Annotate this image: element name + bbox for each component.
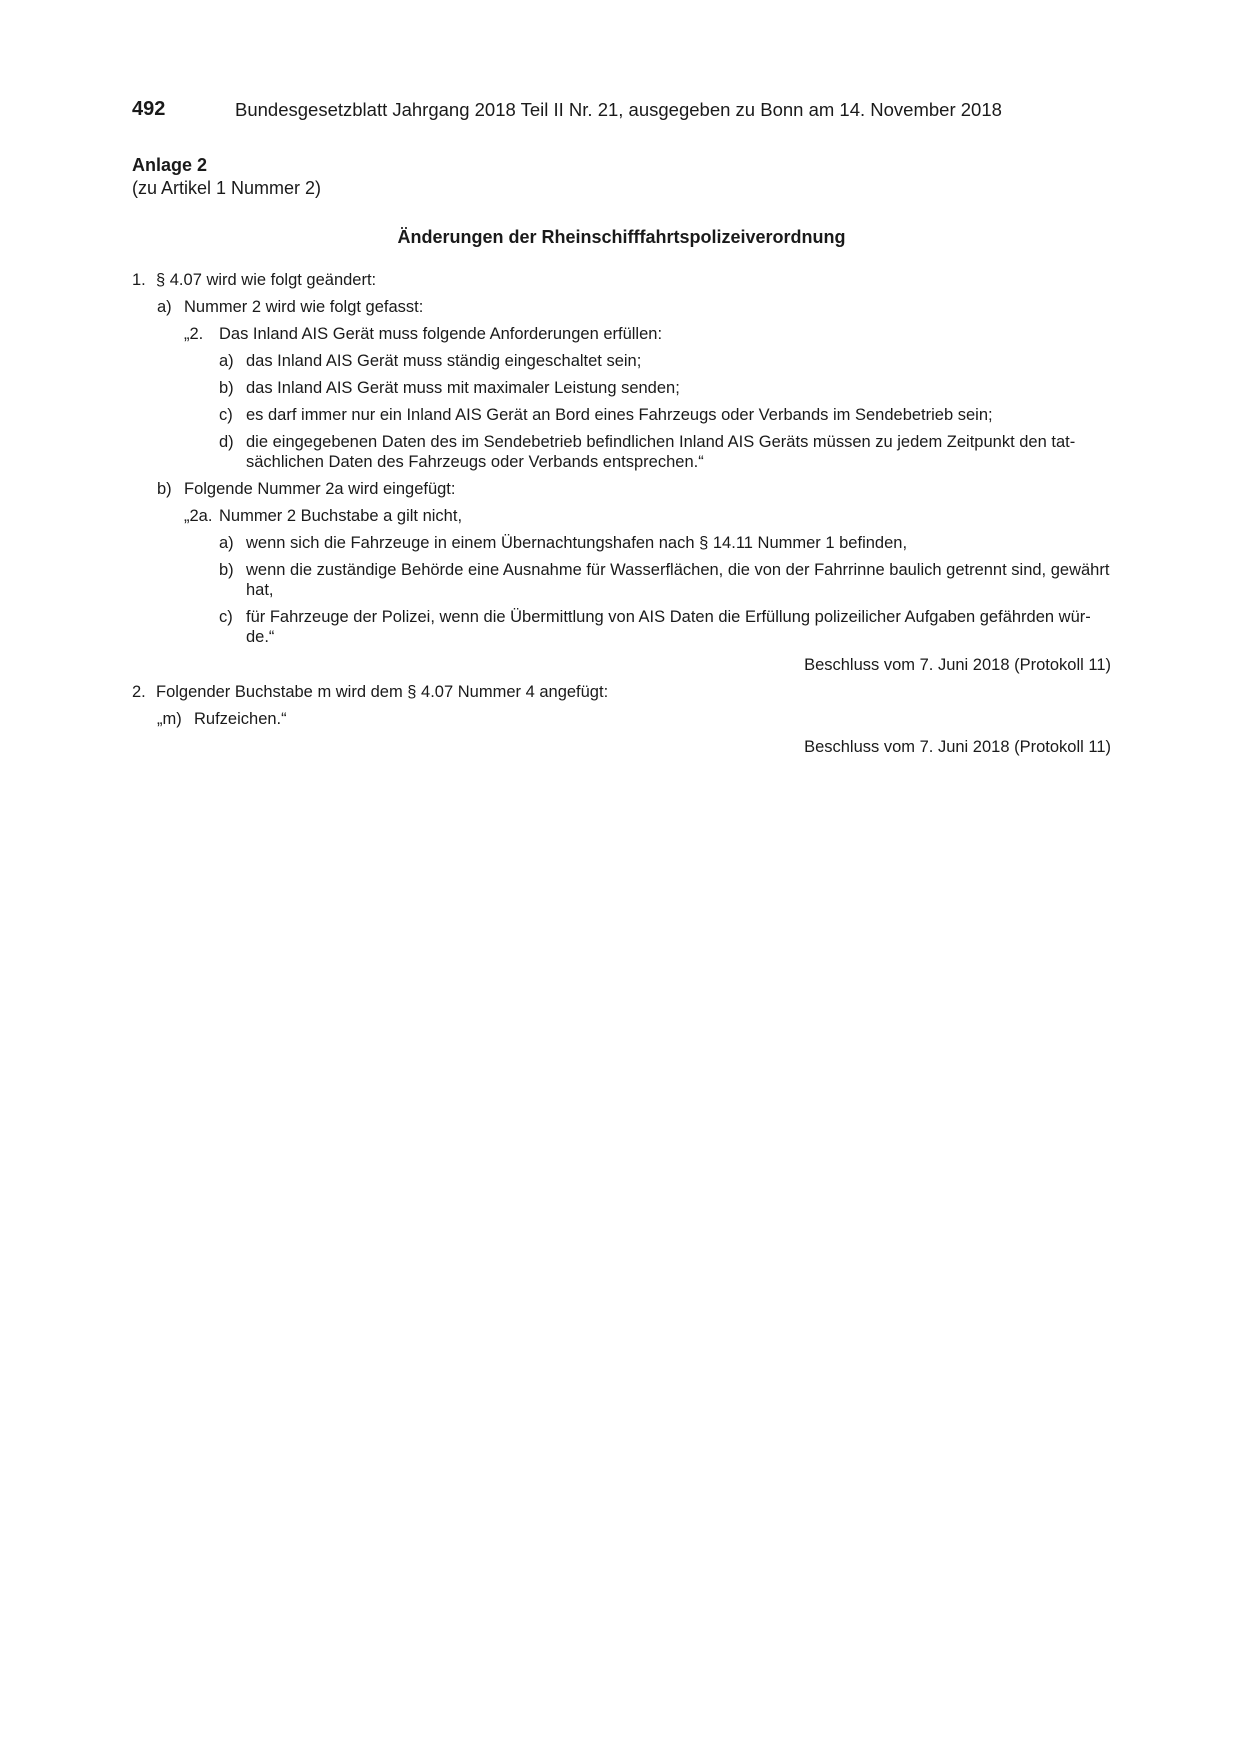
item1b-sub-b-line2: hat,: [246, 581, 274, 599]
item1b-label: b): [157, 480, 172, 498]
item1a-sub-c-label: c): [219, 406, 233, 424]
item1a-sub-c-text: es darf immer nur ein Inland AIS Gerät an Bord eines Fahrzeugs oder Verbands im Sendebetrieb sein;: [246, 406, 993, 424]
item1b-text: Folgende Nummer 2a wird eingefügt:: [184, 480, 456, 498]
annex-title: Anlage 2: [132, 155, 208, 175]
item1a-sub-d-label: d): [219, 433, 234, 451]
item1b-quote-label: „2a.: [184, 507, 213, 525]
item1b-quote-text: Nummer 2 Buchstabe a gilt nicht,: [219, 507, 463, 525]
item1a-sub-b-text: das Inland AIS Gerät muss mit maximaler Leistung senden;: [246, 379, 680, 397]
item2-quote-label: „m): [157, 710, 182, 728]
page-header: [132, 98, 1111, 124]
item1a-text: Nummer 2 wird wie folgt gefasst:: [184, 298, 424, 316]
item1b-sub-a-text: wenn sich die Fahrzeuge in einem Übernachtungshafen nach § 14.11 Nummer 1 befinden,: [246, 534, 908, 552]
item1b-sub-b-line1: wenn die zuständige Behörde eine Ausnahme für Wasserflächen, die von der Fahrrinne baulich getrennt sind, gewährt: [246, 561, 1110, 579]
item2-text: Folgender Buchstabe m wird dem § 4.07 Nummer 4 angefügt:: [156, 683, 609, 701]
page-number: 492: [132, 98, 166, 120]
item1-decision: Beschluss vom 7. Juni 2018 (Protokoll 11): [804, 656, 1111, 674]
item1a-sub-d-line1: die eingegebenen Daten des im Sendebetrieb befindlichen Inland AIS Geräts müssen zu jedem Zeitpunkt den tat-: [246, 433, 1076, 451]
annex-reference: (zu Artikel 1 Nummer 2): [132, 178, 322, 198]
item1a-label: a): [157, 298, 172, 316]
document-title: Änderungen der Rheinschifffahrtspolizeiverordnung: [397, 227, 846, 247]
item1a-sub-b-label: b): [219, 379, 234, 397]
item1b-sub-c-label: c): [219, 608, 233, 626]
item1b-sub-a-label: a): [219, 534, 234, 552]
item1b-sub-c-line2: de.“: [246, 628, 275, 646]
item1a-quote-text: Das Inland AIS Gerät muss folgende Anforderungen erfüllen:: [219, 325, 663, 343]
item1a-sub-a-text: das Inland AIS Gerät muss ständig eingeschaltet sein;: [246, 352, 642, 370]
item1a-sub-a-label: a): [219, 352, 234, 370]
item1a-quote-label: „2.: [184, 325, 204, 343]
running-head: Bundesgesetzblatt Jahrgang 2018 Teil II Nr. 21, ausgegeben zu Bonn am 14. November 2018: [235, 99, 1002, 120]
item1a-sub-d-line2: sächlichen Daten des Fahrzeugs oder Verbands entsprechen.“: [246, 453, 704, 471]
item1-text: § 4.07 wird wie folgt geändert:: [156, 271, 377, 289]
item1b-sub-b-label: b): [219, 561, 234, 579]
item2-number: 2.: [132, 683, 146, 701]
item2-decision: Beschluss vom 7. Juni 2018 (Protokoll 11): [804, 738, 1111, 756]
item2-quote-text: Rufzeichen.“: [194, 710, 287, 728]
item1-number: 1.: [132, 271, 146, 289]
item1b-sub-c-line1: für Fahrzeuge der Polizei, wenn die Übermittlung von AIS Daten die Erfüllung polizeilicher Aufgaben gefährden wür-: [246, 608, 1091, 626]
